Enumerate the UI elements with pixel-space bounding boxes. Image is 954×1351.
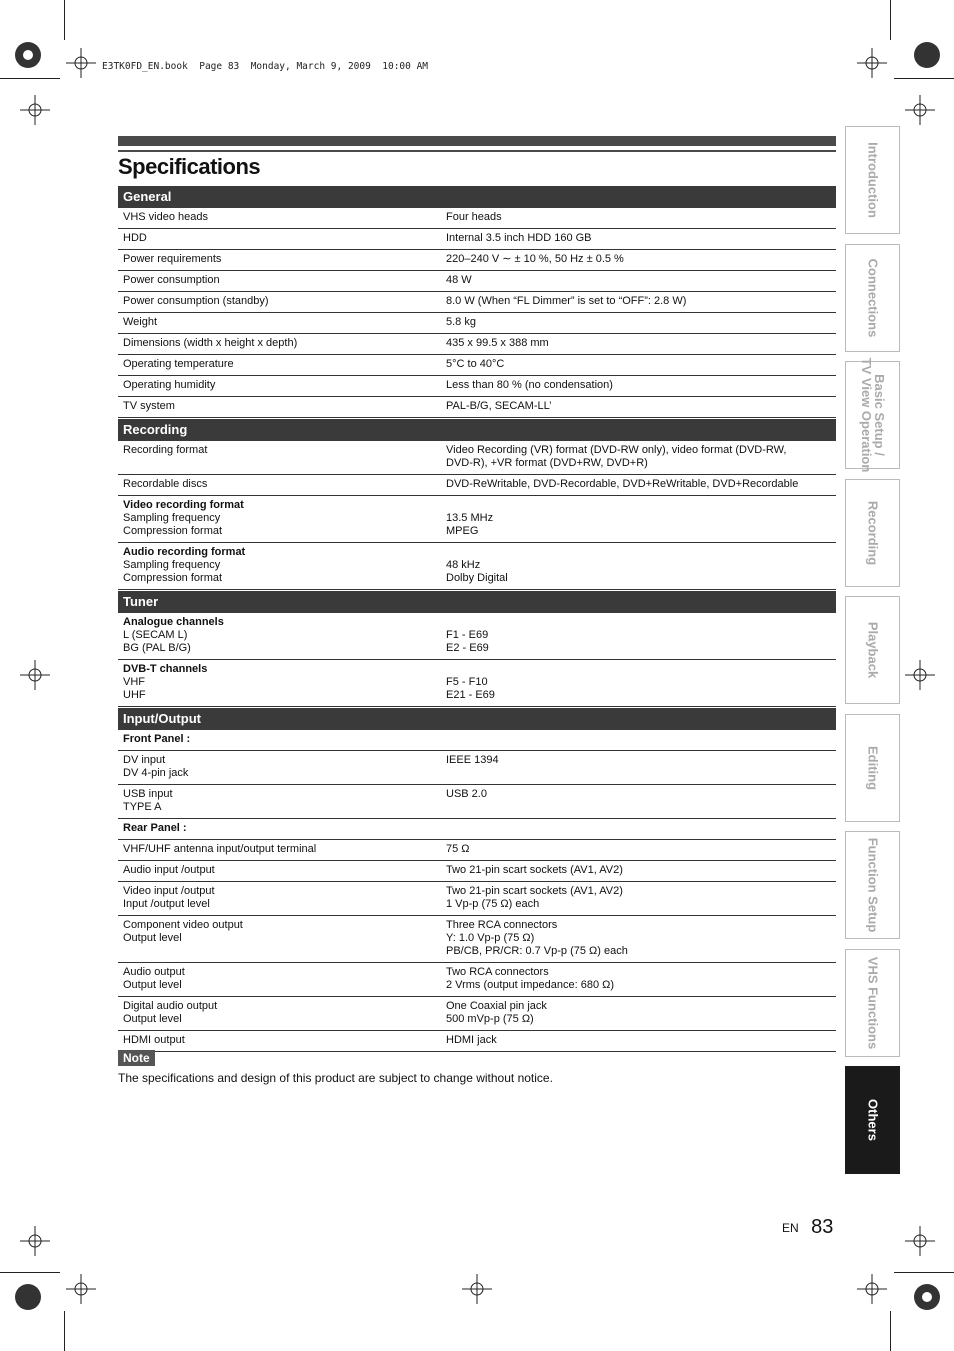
crop-line	[890, 1311, 891, 1351]
spec-key-text: Sampling frequency Compression format	[123, 559, 223, 584]
spec-key-text: Weight	[123, 316, 158, 328]
spec-key-text: USB input TYPE A	[123, 788, 173, 813]
spec-row	[118, 819, 836, 840]
section-heading: Tuner	[118, 591, 836, 613]
crosshair-mark	[905, 1226, 935, 1256]
side-tab-label: Connections	[865, 258, 880, 337]
section-heading: Recording	[118, 419, 836, 441]
spec-key	[118, 616, 446, 655]
spec-key-text: HDMI output	[123, 1034, 185, 1046]
spec-row	[118, 997, 836, 1031]
spec-key	[118, 316, 446, 329]
spec-key-text: Sampling frequency Compression format	[123, 512, 223, 537]
side-tab[interactable]	[845, 949, 900, 1057]
spec-value: Two 21-pin scart sockets (AV1, AV2) 1 Vp-p (75 Ω) each	[446, 885, 623, 910]
spec-subheading: Audio recording format	[123, 546, 246, 558]
spec-key	[118, 733, 446, 746]
note-badge: Note	[118, 1050, 155, 1066]
spec-key	[118, 966, 446, 992]
spec-subheading: Video recording format	[123, 499, 244, 511]
side-tab-label: VHS Functions	[865, 956, 880, 1049]
crop-line	[64, 0, 65, 40]
crosshair-mark	[66, 1274, 96, 1304]
page-lang: EN	[782, 1220, 799, 1235]
spec-key-text: Operating temperature	[123, 358, 234, 370]
spec-key	[118, 822, 446, 835]
spec-row	[118, 785, 836, 819]
spec-value: 5°C to 40°C	[446, 358, 505, 370]
spec-key	[118, 295, 446, 308]
side-tab-label: Recording	[865, 500, 880, 565]
spec-row	[118, 660, 836, 707]
spec-value: Video Recording (VR) format (DVD-RW only), video format (DVD-RW, DVD-R), +VR format (DVD+RW, DVD+R)	[446, 444, 787, 469]
registration-mark	[912, 1282, 942, 1312]
side-tab[interactable]	[845, 596, 900, 704]
side-tab[interactable]	[845, 1066, 900, 1174]
spec-key-text: Operating humidity	[123, 379, 216, 391]
spec-key-text: Dimensions (width x height x depth)	[123, 337, 298, 349]
spec-key-text: VHS video heads	[123, 211, 208, 223]
spec-value: 5.8 kg	[446, 316, 476, 328]
print-header: E3TK0FD_EN.book Page 83 Monday, March 9, 2009 10:00 AM	[102, 61, 429, 72]
registration-mark	[13, 1282, 43, 1312]
registration-mark	[912, 40, 942, 70]
crosshair-mark	[905, 660, 935, 690]
side-tab-label: Basic Setup / TV View Operation	[858, 357, 887, 473]
spec-key	[118, 1034, 446, 1047]
spec-key-text: Power requirements	[123, 253, 222, 265]
spec-row	[118, 292, 836, 313]
crosshair-mark	[905, 95, 935, 125]
spec-row	[118, 229, 836, 250]
crop-line	[890, 0, 891, 40]
crop-line	[0, 1272, 60, 1273]
spec-key	[118, 499, 446, 538]
spec-key-text: Component video output Output level	[123, 919, 243, 944]
spec-key	[118, 885, 446, 911]
spec-key	[118, 864, 446, 877]
crosshair-mark	[20, 95, 50, 125]
spec-key-text: DV input DV 4-pin jack	[123, 754, 189, 779]
spec-row	[118, 751, 836, 785]
crosshair-mark	[462, 1274, 492, 1304]
spec-value: Four heads	[446, 211, 502, 223]
spec-row	[118, 334, 836, 355]
spec-key-text: Digital audio output Output level	[123, 1000, 218, 1025]
spec-subheading: Front Panel :	[123, 733, 191, 745]
spec-value: DVD-ReWritable, DVD-Recordable, DVD+ReWritable, DVD+Recordable	[446, 478, 799, 490]
spec-row	[118, 496, 836, 543]
spec-key-text: HDD	[123, 232, 147, 244]
spec-key-text: Recording format	[123, 444, 208, 456]
crop-line	[894, 1272, 954, 1273]
spec-key	[118, 843, 446, 856]
spec-value: Two 21-pin scart sockets (AV1, AV2)	[446, 864, 623, 876]
spec-value: F1 - E69 E2 - E69	[446, 629, 489, 654]
spec-key	[118, 358, 446, 371]
spec-key	[118, 788, 446, 814]
spec-key	[118, 400, 446, 413]
spec-row	[118, 1031, 836, 1052]
crosshair-mark	[20, 660, 50, 690]
crosshair-mark	[20, 1226, 50, 1256]
spec-value: 48 W	[446, 274, 472, 286]
spec-row	[118, 916, 836, 963]
spec-row	[118, 840, 836, 861]
side-tab-label: Others	[865, 1099, 880, 1141]
spec-key	[118, 1000, 446, 1026]
spec-value: Two RCA connectors 2 Vrms (output impedance: 680 Ω)	[446, 966, 615, 991]
side-tab[interactable]	[845, 244, 900, 352]
spec-row	[118, 355, 836, 376]
spec-value: Three RCA connectors Y: 1.0 Vp-p (75 Ω) PB/CB, PR/CR: 0.7 Vp-p (75 Ω) each	[446, 919, 628, 957]
spec-value	[446, 733, 836, 746]
spec-key	[118, 663, 446, 702]
note-text: The specifications and design of this product are subject to change without notice.	[118, 1071, 553, 1085]
spec-row	[118, 313, 836, 334]
side-tab-label: Function Setup	[865, 837, 880, 933]
side-tab-label: Editing	[865, 745, 880, 790]
registration-mark	[13, 40, 43, 70]
spec-value: 220–240 V ∼ ± 10 %, 50 Hz ± 0.5 %	[446, 253, 624, 265]
spec-row	[118, 963, 836, 997]
crosshair-mark	[857, 1274, 887, 1304]
spec-key	[118, 253, 446, 266]
spec-key	[118, 379, 446, 392]
spec-table	[118, 185, 836, 1052]
spec-row	[118, 613, 836, 660]
spec-row	[118, 208, 836, 229]
spec-row	[118, 271, 836, 292]
crosshair-mark	[66, 48, 96, 78]
spec-subheading: Analogue channels	[123, 616, 224, 628]
spec-key-text: Power consumption (standby)	[123, 295, 269, 307]
crop-line	[0, 78, 60, 79]
spec-key	[118, 919, 446, 958]
spec-key-text: VHF UHF	[123, 676, 146, 701]
side-tab-label: Introduction	[865, 142, 880, 218]
spec-key	[118, 546, 446, 585]
spec-key-text: Power consumption	[123, 274, 220, 286]
spec-key-text: Recordable discs	[123, 478, 208, 490]
spec-key	[118, 274, 446, 287]
side-tab[interactable]	[845, 479, 900, 587]
spec-row	[118, 441, 836, 475]
side-tab-label: Playback	[865, 621, 880, 679]
page-num: 83	[811, 1216, 834, 1238]
spec-row	[118, 861, 836, 882]
spec-value: 13.5 MHz MPEG	[446, 512, 494, 537]
spec-key	[118, 337, 446, 350]
spec-subheading: DVB-T channels	[123, 663, 208, 675]
page-title: Specifications	[118, 154, 261, 179]
spec-value: 75 Ω	[446, 843, 470, 855]
side-tab[interactable]	[845, 126, 900, 234]
spec-key	[118, 478, 446, 491]
spec-value: Internal 3.5 inch HDD 160 GB	[446, 232, 592, 244]
page-number	[782, 1216, 833, 1239]
spec-key-text: VHF/UHF antenna input/output terminal	[123, 843, 317, 855]
spec-value: PAL-B/G, SECAM-LL’	[446, 400, 552, 412]
spec-key	[118, 754, 446, 780]
spec-value: HDMI jack	[446, 1034, 497, 1046]
crosshair-mark	[857, 48, 887, 78]
spec-value: USB 2.0	[446, 788, 487, 800]
spec-key-text: Audio output Output level	[123, 966, 185, 991]
crop-line	[894, 78, 954, 79]
spec-row	[118, 882, 836, 916]
spec-value: IEEE 1394	[446, 754, 499, 766]
side-tab[interactable]	[845, 831, 900, 939]
side-tab[interactable]	[845, 357, 900, 473]
spec-key	[118, 232, 446, 245]
spec-value: 48 kHz Dolby Digital	[446, 559, 508, 584]
header-rule	[118, 150, 836, 152]
crop-line	[64, 1311, 65, 1351]
header-bar	[118, 136, 836, 146]
spec-value: F5 - F10 E21 - E69	[446, 676, 495, 701]
spec-key-text: TV system	[123, 400, 175, 412]
spec-row	[118, 250, 836, 271]
spec-value: 8.0 W (When “FL Dimmer” is set to “OFF”: 2.8 W)	[446, 295, 687, 307]
spec-row	[118, 475, 836, 496]
spec-key-text: Audio input /output	[123, 864, 215, 876]
spec-value: Less than 80 % (no condensation)	[446, 379, 613, 391]
spec-subheading: Rear Panel :	[123, 822, 187, 834]
spec-value	[446, 822, 836, 835]
spec-row	[118, 543, 836, 590]
section-heading: General	[118, 186, 836, 208]
spec-row	[118, 397, 836, 418]
spec-row	[118, 730, 836, 751]
spec-key	[118, 444, 446, 470]
spec-value: One Coaxial pin jack 500 mVp-p (75 Ω)	[446, 1000, 547, 1025]
side-tab[interactable]	[845, 714, 900, 822]
spec-key-text: Video input /output Input /output level	[123, 885, 215, 910]
spec-key-text: L (SECAM L) BG (PAL B/G)	[123, 629, 191, 654]
section-heading: Input/Output	[118, 708, 836, 730]
spec-row	[118, 376, 836, 397]
spec-key	[118, 211, 446, 224]
spec-value: 435 x 99.5 x 388 mm	[446, 337, 549, 349]
